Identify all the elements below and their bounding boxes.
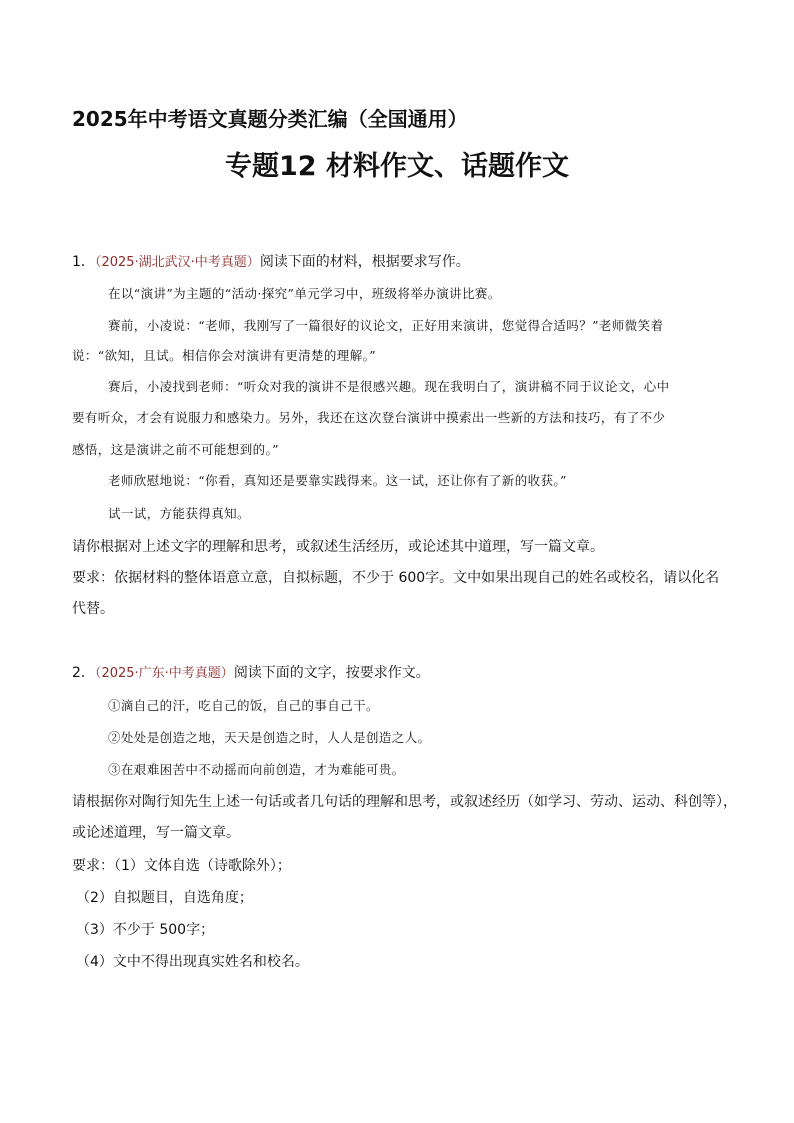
material-paragraph: 赛后，小凌找到老师：“听众对我的演讲不是很感兴趣。现在我明白了，演讲稿不同于议论文，心中: [108, 379, 670, 394]
question-1-requirement-cont: 代替。: [72, 601, 114, 617]
question-2-requirement: （2）自拟题目，自选角度；: [76, 890, 253, 906]
source-open-paren: （: [94, 255, 102, 270]
question-1-requirement: 要求：依据材料的整体语意立意，自拟标题，不少于 600字。文中如果出现自己的姓名或校名，请以化名: [72, 570, 720, 586]
question-1-heading: [72, 253, 470, 272]
question-1-instruction: 请你根据对上述文字的理解和思考，或叙述生活经历，或论述其中道理，写一篇文章。: [72, 539, 604, 555]
question-2-requirement: 要求：（1）文体自选（诗歌除外）；: [72, 858, 291, 874]
source-open-paren: （: [94, 666, 102, 681]
question-prompt: 阅读下面的材料，根据要求写作。: [259, 254, 470, 270]
source-close-paren: ）: [246, 255, 260, 270]
question-number: 1．: [72, 254, 95, 270]
question-2-requirement: （4）文中不得出现真实姓名和校名。: [76, 954, 309, 970]
document-subtitle: 专题12 材料作文、话题作文: [225, 151, 569, 182]
material-paragraph: 要有听众，才会有说服力和感染力。另外，我还在这次登台演讲中摸索出一些新的方法和技巧，有了不少: [72, 410, 666, 425]
material-paragraph: 试一试，方能获得真知。: [108, 506, 250, 521]
question-source: 2025·广东·中考真题: [101, 666, 221, 681]
material-paragraph: 说：“欲知，且试。相信你会对演讲有更清楚的理解。”: [72, 348, 377, 363]
source-close-paren: ）: [220, 666, 234, 681]
question-2-instruction-cont: 或论述道理，写一篇文章。: [72, 825, 240, 841]
question-source: 2025·湖北武汉·中考真题: [101, 255, 247, 270]
material-quote: ③在艰难困苦中不动摇而向前创造，才为难能可贵。: [108, 762, 405, 777]
material-paragraph: 赛前，小凌说：“老师，我刚写了一篇很好的议论文，正好用来演讲，您觉得合适吗？”老师微笑着: [108, 318, 664, 333]
question-2-instruction: 请根据你对陶行知先生上述一句话或者几句话的理解和思考，或叙述经历（如学习、劳动、运动、科创等），: [72, 794, 737, 810]
document-title: 2025年中考语文真题分类汇编（全国通用）: [72, 107, 468, 131]
material-quote: ①滴自己的汗，吃自己的饭，自己的事自己干。: [108, 698, 379, 713]
material-paragraph: 老师欣慰地说：“你看，真知还是要靠实践得来。这一试，还让你有了新的收获。”: [108, 473, 567, 488]
question-2-heading: [72, 664, 430, 683]
material-quote: ②处处是创造之地，天天是创造之时，人人是创造之人。: [108, 730, 431, 745]
question-number: 2．: [72, 665, 95, 681]
question-2-requirement: （3）不少于 500字；: [76, 922, 215, 938]
question-prompt: 阅读下面的文字，按要求作文。: [233, 665, 430, 681]
material-paragraph: 在以“演讲”为主题的“活动·探究”单元学习中，班级将举办演讲比赛。: [108, 286, 501, 301]
material-paragraph: 感悟，这是演讲之前不可能想到的。”: [72, 442, 279, 457]
